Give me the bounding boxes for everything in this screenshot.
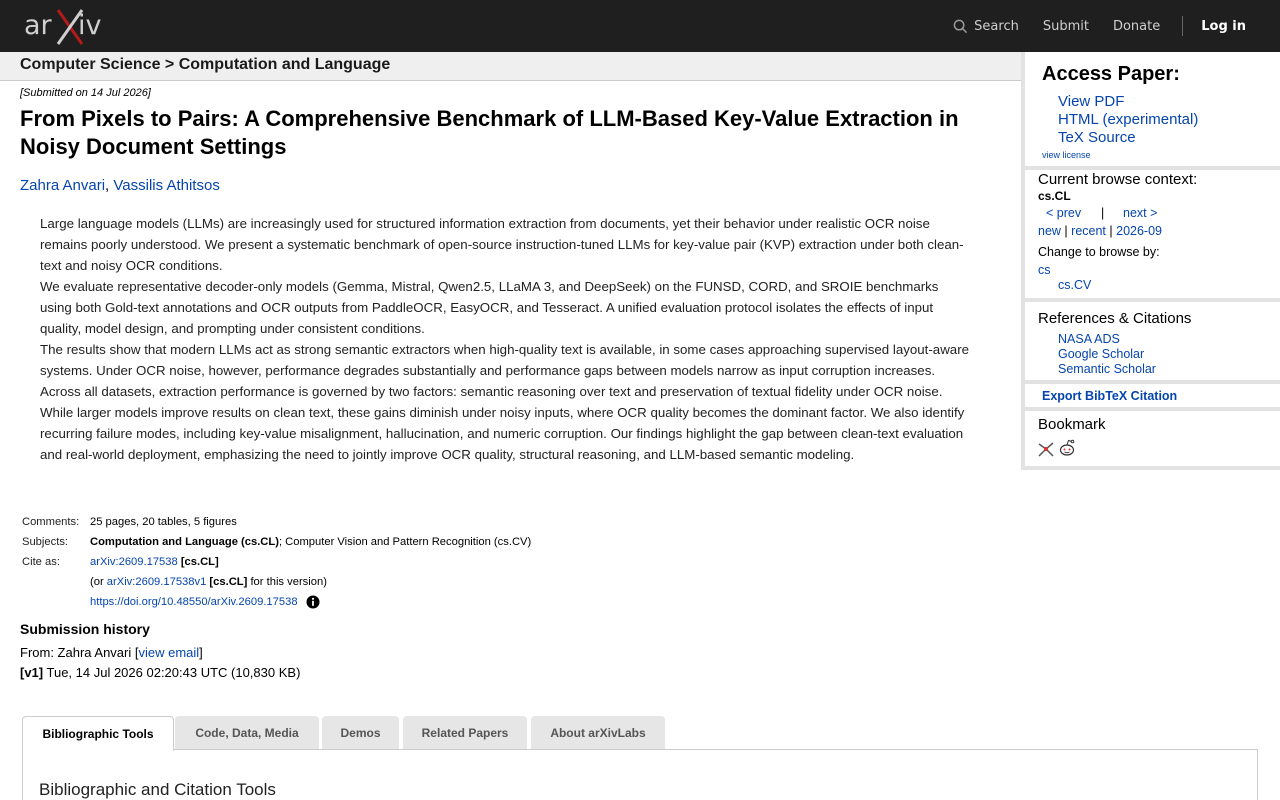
bibsonomy-icon[interactable] xyxy=(1038,442,1055,458)
bookmark-box xyxy=(1025,411,1280,466)
next-link[interactable]: next > xyxy=(1123,206,1158,220)
abstract-paragraph: Large language models (LLMs) are increasingly used for structured information extraction from documents, yet their behavior under realistic OCR noise remains poorly understood. We present a systematic benchmark of open-source instruction-tuned LLMs for key-value pair (KVP) extraction under both clean-text and noisy OCR conditions. xyxy=(40,216,964,273)
search-label: Search xyxy=(974,18,1019,34)
author-link[interactable]: Vassilis Athitsos xyxy=(113,177,220,194)
submission-date: [Submitted on 14 Jul 2026] xyxy=(20,87,151,99)
other-subjects: ; Computer Vision and Pattern Recognition (cs.CV) xyxy=(278,536,532,548)
doi-link[interactable]: https://doi.org/10.48550/arXiv.2609.17538 xyxy=(90,595,298,608)
google-scholar-link[interactable]: Google Scholar xyxy=(1058,347,1145,361)
bookmark-title: Bookmark xyxy=(1038,416,1106,433)
submission-from: From: Zahra Anvari [view email] xyxy=(20,645,203,660)
browse-context-title: Current browse context: xyxy=(1038,171,1198,188)
references-box xyxy=(1025,302,1280,380)
browse-cs-link[interactable]: cs xyxy=(1038,263,1051,277)
tex-source-link[interactable]: TeX Source xyxy=(1058,129,1136,146)
tab-code-data-media[interactable]: Code, Data, Media xyxy=(175,716,319,750)
author-list: Zahra Anvari, Vassilis Athitsos xyxy=(20,177,220,194)
cite-category: [cs.CL] xyxy=(180,556,219,568)
nasa-ads-link[interactable]: NASA ADS xyxy=(1058,332,1120,346)
cite-label: Cite as: xyxy=(22,556,60,568)
view-pdf-link[interactable]: View PDF xyxy=(1058,93,1125,110)
cite-id-link[interactable]: arXiv:2609.17538 xyxy=(90,556,178,568)
top-nav xyxy=(929,0,1246,52)
primary-subject: Computation and Language (cs.CL) xyxy=(90,536,279,548)
subjects-row xyxy=(22,532,535,552)
breadcrumb: Computer Science > Computation and Language xyxy=(0,52,1022,81)
semantic-scholar-link[interactable]: Semantic Scholar xyxy=(1058,362,1156,376)
arxiv-logo[interactable] xyxy=(24,6,114,46)
abstract-paragraph: We evaluate representative decoder-only models (Gemma, Mistral, Qwen2.5, LLaMA 3, and DeepSeek) on the FUNSD, CORD, and SROIE benchmarks using both Gold-text annotations and OCR outputs from PaddleOCR, EasyOCR, and Tesseract. A unified evaluation protocol isolates the effects of input quality, model design, and prompting under consistent conditions. xyxy=(40,279,939,336)
view-email-link[interactable]: view email xyxy=(138,645,200,660)
prev-link[interactable]: < prev xyxy=(1046,206,1082,220)
subjects-value xyxy=(90,532,535,552)
labs-tabs xyxy=(22,716,1258,750)
donate-link[interactable]: Donate xyxy=(1112,18,1161,34)
browse-list-links: new | recent | 2026-09 xyxy=(1038,224,1162,238)
subjects-label: Subjects: xyxy=(22,536,69,548)
search-link[interactable] xyxy=(953,19,1019,34)
login-link[interactable]: Log in xyxy=(1201,18,1246,34)
version-label: [v1] xyxy=(20,665,44,680)
access-paper-box xyxy=(1025,52,1280,166)
nav-divider xyxy=(1182,16,1183,36)
cite-version-row: (or arXiv:2609.17538v1 [cs.CL] for this version) xyxy=(90,576,327,588)
comments-label: Comments: xyxy=(22,516,80,528)
submit-link[interactable]: Submit xyxy=(1042,18,1089,34)
browse-context-value: cs.CL xyxy=(1038,189,1071,203)
browse-context-box: Current browse context: cs.CL < prev | next > new | recent | 2026-09 Change to browse by: cs cs.CV xyxy=(1025,170,1280,298)
reddit-icon[interactable] xyxy=(1058,439,1076,457)
export-bibtex-link[interactable]: Export BibTeX Citation xyxy=(1042,389,1178,403)
abstract-paragraph: The results show that modern LLMs act as strong semantic extractors when high-quality text is available, in some cases approaching supervised layout-aware systems. Under OCR noise, however, performance degrades substantially and performance gaps between models narrow as input corruption increases. xyxy=(40,342,970,378)
submission-history-title: Submission history xyxy=(20,621,150,637)
version-entry xyxy=(20,665,300,680)
tab-about-arxivlabs[interactable]: About arXivLabs xyxy=(531,716,665,750)
metadata-table xyxy=(22,512,535,612)
comments-value: 25 pages, 20 tables, 5 figures xyxy=(90,516,237,528)
references-title: References & Citations xyxy=(1038,310,1192,327)
author-link[interactable]: Zahra Anvari xyxy=(20,177,106,194)
tab-panel-title: Bibliographic and Citation Tools xyxy=(39,780,276,799)
month-link[interactable]: 2026-09 xyxy=(1116,224,1162,238)
abstract xyxy=(40,213,970,465)
version-details: Tue, 14 Jul 2026 02:20:43 UTC (10,830 KB) xyxy=(43,665,301,680)
comments-row xyxy=(22,512,535,532)
sidebar xyxy=(1021,52,1280,470)
view-license-link[interactable]: view license xyxy=(1042,150,1091,160)
access-paper-title: Access Paper: xyxy=(1042,63,1180,85)
paper-title: From Pixels to Pairs: A Comprehensive Benchmark of LLM-Based Key-Value Extraction in Noisy Document Settings xyxy=(20,106,959,159)
search-icon xyxy=(953,19,968,34)
info-icon[interactable] xyxy=(306,595,320,609)
tab-related-papers[interactable]: Related Papers xyxy=(403,716,527,750)
tab-panel xyxy=(22,749,1258,800)
top-header xyxy=(0,0,1280,52)
doi-row xyxy=(22,592,535,612)
recent-link[interactable]: recent xyxy=(1071,224,1106,238)
cite-row xyxy=(22,552,535,572)
tab-bibliographic-tools[interactable]: Bibliographic Tools xyxy=(22,716,174,751)
html-link[interactable]: HTML (experimental) xyxy=(1058,111,1199,128)
new-link[interactable]: new xyxy=(1038,224,1061,238)
cite-version-link[interactable]: arXiv:2609.17538v1 xyxy=(106,576,207,588)
export-box xyxy=(1025,384,1280,407)
svg-text:iv: iv xyxy=(78,10,102,41)
svg-text:ar: ar xyxy=(24,10,52,41)
browse-cscv-link[interactable]: cs.CV xyxy=(1058,278,1092,292)
tab-demos[interactable]: Demos xyxy=(322,716,399,750)
change-browse-label: Change to browse by: xyxy=(1038,245,1160,259)
abstract-paragraph: Across all datasets, extraction performance is governed by two factors: semantic reasoning over text and preservation of textual fidelity under OCR noise. While larger models improve results on clean text, these gains diminish under noisy inputs, where OCR quality becomes the dominant factor. We also identify recurring failure modes, including key-value misalignment, hallucination, and numeric corruption. Our findings highlight the gap between clean-text evaluation and real-world deployment, emphasizing the need to jointly improve OCR quality, structural reasoning, and LLM-based semantic modeling. xyxy=(40,384,965,462)
